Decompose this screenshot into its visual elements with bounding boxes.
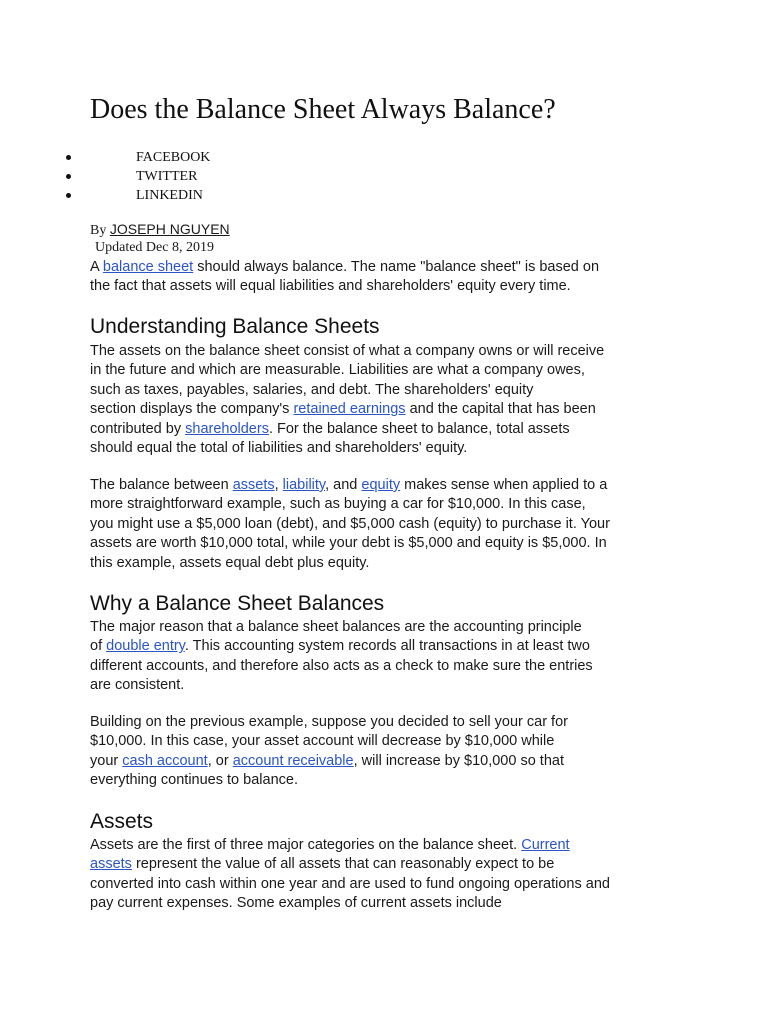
facebook-share-link[interactable]: FACEBOOK [136, 150, 211, 165]
text: such as taxes, payables, salaries, and debt. The shareholders' equity [90, 381, 534, 398]
retained-earnings-link[interactable]: retained earnings [293, 401, 406, 418]
text: Assets are the first of three major categories on the balance sheet. [90, 837, 518, 853]
text: your [90, 752, 119, 769]
twitter-share-link[interactable]: TWITTER [136, 169, 198, 184]
section-heading-assets: Assets [90, 810, 154, 833]
linkedin-share-link[interactable]: LINKEDIN [136, 188, 203, 203]
bullet-icon [66, 193, 71, 198]
text: this example, assets equal debt plus equity. [90, 554, 370, 571]
account-receivable-link[interactable]: account receivable [232, 752, 354, 769]
text: everything continues to balance. [90, 772, 298, 789]
intro-paragraph [90, 258, 690, 297]
text: contributed by [90, 420, 182, 437]
cash-account-link[interactable]: cash account [122, 752, 208, 769]
text: section displays the company's [90, 401, 290, 418]
section-heading-understanding: Understanding Balance Sheets [90, 315, 380, 338]
text: $10,000. In this case, your asset account will decrease by $10,000 while [90, 733, 555, 750]
section1-paragraph2 [90, 476, 690, 573]
text: The balance between [90, 477, 229, 493]
current-assets-link[interactable]: Current [521, 837, 570, 853]
current-assets-link-cont[interactable]: assets [90, 856, 132, 873]
bullet-icon [66, 174, 71, 179]
section3-paragraph1 [90, 836, 690, 914]
text: , or [207, 752, 229, 769]
article-title: Does the Balance Sheet Always Balance? [90, 94, 556, 125]
text: . For the balance sheet to balance, total assets [268, 420, 570, 437]
text: more straightforward example, such as buying a car for $10,000. In this case, [90, 496, 586, 513]
text: , will increase by $10,000 so that [353, 752, 564, 769]
section2-paragraph2 [90, 713, 690, 791]
text: you might use a $5,000 loan (debt), and $5,000 cash (equity) to purchase it. Your [90, 515, 610, 532]
liability-link[interactable]: liability [282, 477, 326, 493]
text: , and [325, 477, 358, 493]
equity-link[interactable]: equity [361, 477, 401, 493]
text: the fact that assets will equal liabilities and shareholders' equity every time. [90, 278, 571, 295]
text: converted into cash within one year and are used to fund ongoing operations and [90, 875, 610, 892]
text: . This accounting system records all transactions in at least two [184, 638, 590, 655]
text: are consistent. [90, 677, 185, 694]
text: assets are worth $10,000 total, while your debt is $5,000 and equity is $5,000. In [90, 535, 607, 552]
text: makes sense when applied to a [404, 477, 608, 493]
balance-sheet-link[interactable]: balance sheet [102, 259, 194, 275]
bullet-icon [66, 155, 71, 160]
shareholders-link[interactable]: shareholders [185, 420, 269, 437]
text: represent the value of all assets that can reasonably expect to be [135, 856, 555, 873]
assets-link[interactable]: assets [232, 477, 275, 493]
text: A [90, 259, 99, 275]
text: different accounts, and therefore also acts as a check to make sure the entries [90, 657, 593, 674]
updated-date: Updated Dec 8, 2019 [95, 240, 214, 255]
section2-paragraph1 [90, 618, 690, 696]
section1-paragraph1 [90, 342, 690, 458]
text: should equal the total of liabilities and shareholders' equity. [90, 440, 468, 457]
text: , [274, 477, 279, 493]
text: Building on the previous example, suppose you decided to sell your car for [90, 714, 568, 730]
author-link[interactable]: JOSEPH NGUYEN [109, 221, 230, 237]
text: should always balance. The name "balance sheet" is based on [197, 259, 600, 275]
text: and the capital that has been [409, 401, 596, 418]
text: of [90, 638, 103, 655]
text: pay current expenses. Some examples of current assets include [90, 895, 502, 912]
text: The assets on the balance sheet consist of what a company owns or will receive [90, 343, 605, 359]
double-entry-link[interactable]: double entry [106, 638, 185, 655]
section-heading-why-balances: Why a Balance Sheet Balances [90, 592, 385, 615]
text: The major reason that a balance sheet balances are the accounting principle [90, 619, 582, 635]
text: in the future and which are measurable. Liabilities are what a company owes, [90, 362, 585, 379]
byline-prefix: By [90, 223, 107, 238]
byline [90, 221, 230, 239]
